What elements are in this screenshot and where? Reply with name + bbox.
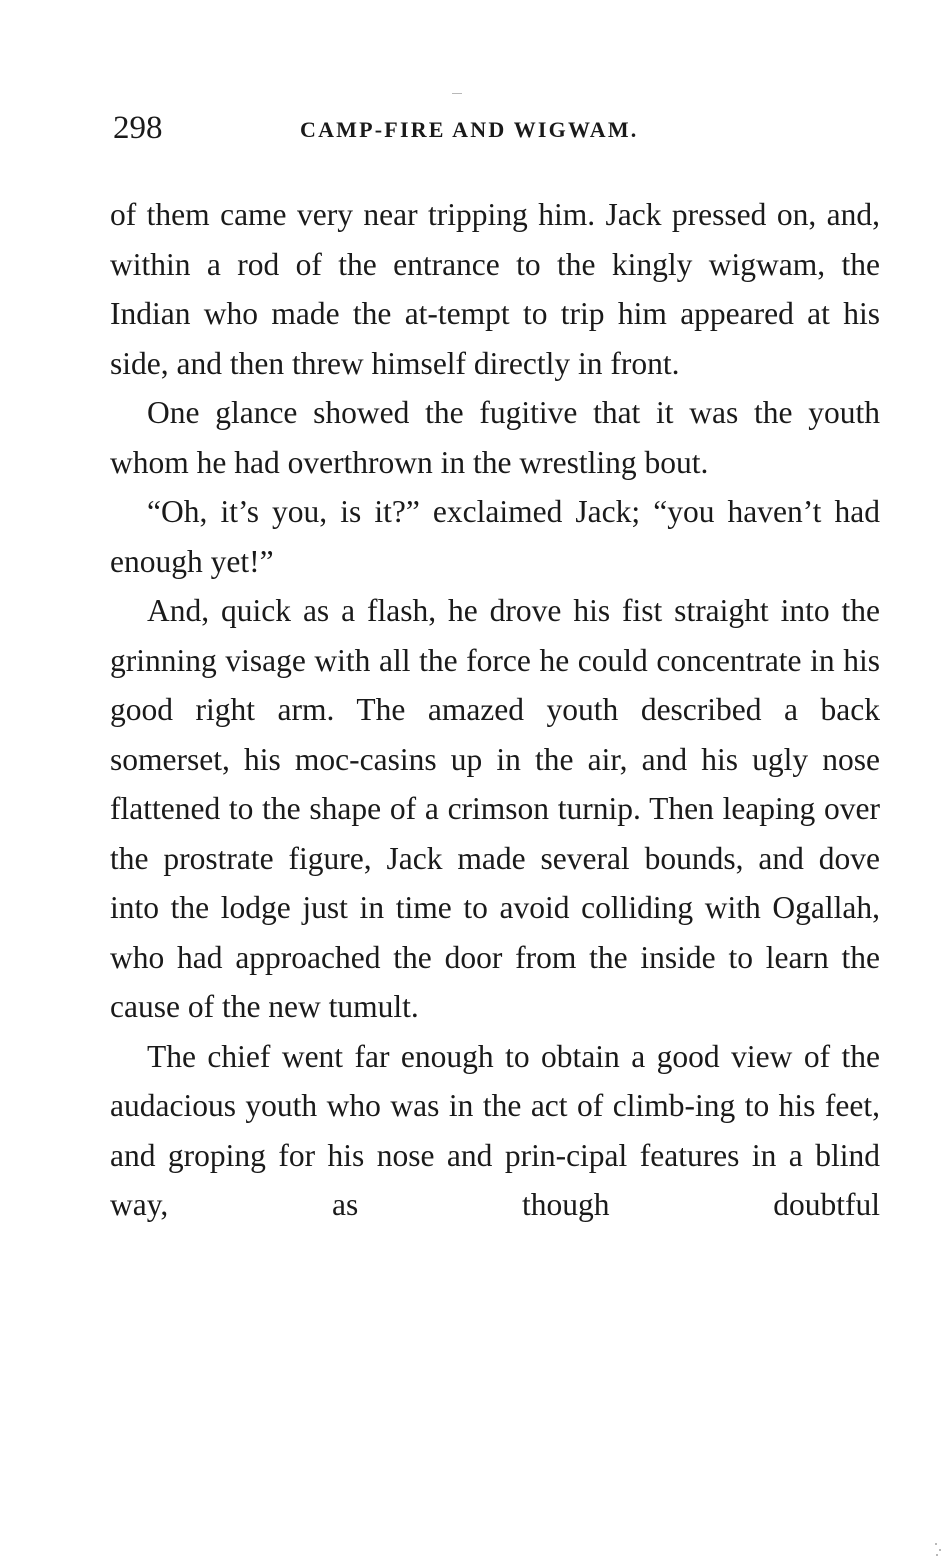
scan-speck xyxy=(452,93,462,94)
page-number: 298 xyxy=(113,110,163,146)
paragraph-chief: The chief went far enough to obtain a good view of the audacious youth who was in the act of climb-ing to his feet, and groping for his nose and prin-cipal features in a blind way, as though doubtful xyxy=(110,1038,880,1222)
running-title: CAMP-FIRE AND WIGWAM. xyxy=(300,117,639,142)
body-text xyxy=(110,190,880,1230)
scan-speck xyxy=(936,1554,938,1556)
paragraph-dialogue: “Oh, it’s you, is it?” exclaimed Jack; “you haven’t had enough yet!” xyxy=(110,494,880,579)
paragraph-punch: And, quick as a flash, he drove his fist straight into the grinning visage with all the force he could concentrate in his good right arm. The amazed youth described a back somerset, his moc-casins up in the air, and his ugly nose flattened to the shape of a crimson turnip. Then leaping over the prostrate figure, Jack made several bounds, and dove into the lodge just in time to avoid colliding with Ogallah, who had approached the door from the inside to learn the cause of the new tumult. xyxy=(110,593,880,1024)
paragraph-glance: One glance showed the fugitive that it was the youth whom he had overthrown in the wrestling bout. xyxy=(110,395,880,480)
scan-speck xyxy=(939,1549,941,1551)
paragraph-continuation: of them came very near tripping him. Jack pressed on, and, within a rod of the entrance to the kingly wigwam, the Indian who made the at-tempt to trip him appeared at his side, and then threw himself directly in front. xyxy=(110,197,880,381)
running-head xyxy=(110,108,880,148)
scan-speck xyxy=(935,1543,937,1545)
